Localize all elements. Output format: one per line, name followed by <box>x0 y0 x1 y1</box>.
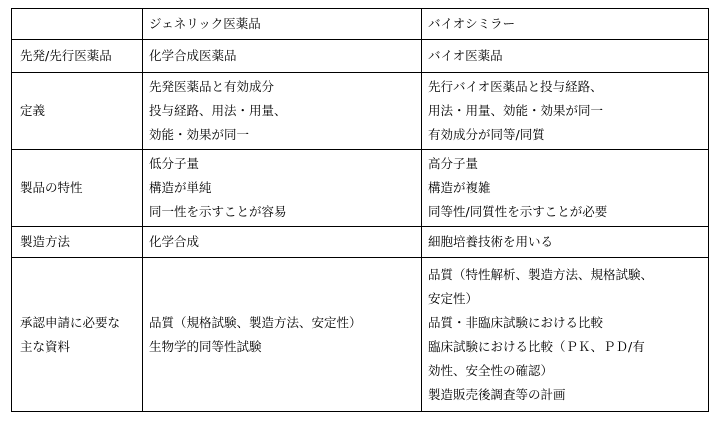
row-label-properties <box>12 150 143 227</box>
cell-line: バイオ医薬品 <box>428 48 503 63</box>
table-row <box>12 73 709 150</box>
cell-line: 化学合成医薬品 <box>149 48 237 63</box>
cell-line: 効性、安全性の確認） <box>428 362 554 378</box>
row-label-manufacturing <box>12 227 143 258</box>
cell-line: 高分子量 <box>428 156 479 171</box>
cell-line: 同一性を示すことが容易 <box>149 204 287 219</box>
cell-line: 細胞培養技術を用いる <box>428 234 554 249</box>
generic-application-materials-cell <box>143 258 422 412</box>
table-row <box>12 150 709 227</box>
table-row <box>12 258 709 412</box>
table-row <box>12 227 709 258</box>
row-label-line: 主な資料 <box>20 338 71 354</box>
biosimilar-definition-cell <box>422 73 709 150</box>
header-generic: ジェネリック医薬品 <box>143 9 422 40</box>
cell-line: 安定性） <box>428 290 479 306</box>
cell-line: 先発医薬品と有効成分 <box>149 79 275 94</box>
generic-properties-cell <box>143 150 422 227</box>
comparison-table <box>11 8 709 412</box>
cell-line: 臨床試験における比較（ＰＫ、ＰＤ/有 <box>428 338 645 354</box>
cell-line: 構造が単純 <box>149 180 212 195</box>
cell-line: 低分子量 <box>149 156 200 171</box>
cell-line: 投与経路、用法・用量、 <box>149 103 287 118</box>
row-label-line: 製品の特性 <box>20 180 83 195</box>
generic-manufacturing-cell <box>143 227 422 258</box>
cell-line: 製造販売後調査等の計画 <box>428 386 566 402</box>
row-label-line: 先発/先行医薬品 <box>20 48 112 63</box>
cell-line: 用法・用量、効能・効果が同一 <box>428 103 604 118</box>
row-label-application-materials <box>12 258 143 412</box>
cell-line: 品質・非臨床試験における比較 <box>428 314 604 330</box>
cell-line: 効能・効果が同一 <box>149 127 250 142</box>
generic-definition-cell <box>143 73 422 150</box>
table-row <box>12 40 709 73</box>
cell-line: 構造が複雑 <box>428 180 491 195</box>
biosimilar-original-drug-cell <box>422 40 709 73</box>
cell-line: 品質（規格試験、製造方法、安定性） <box>149 314 362 330</box>
row-label-original-drug <box>12 40 143 73</box>
cell-line: 同等性/同質性を示すことが必要 <box>428 204 608 219</box>
generic-original-drug-cell <box>143 40 422 73</box>
header-biosimilar: バイオシミラー <box>422 9 709 40</box>
row-label-line: 承認申請に必要な <box>20 314 121 330</box>
cell-line: 生物学的同等性試験 <box>149 338 262 354</box>
header-corner-cell <box>12 9 143 40</box>
biosimilar-manufacturing-cell <box>422 227 709 258</box>
row-label-line: 製造方法 <box>20 234 71 249</box>
row-label-line: 定義 <box>20 103 46 118</box>
cell-line: 化学合成 <box>149 234 200 249</box>
cell-line: 有効成分が同等/同質 <box>428 127 545 142</box>
cell-line: 品質（特性解析、製造方法、規格試験、 <box>428 266 654 282</box>
biosimilar-application-materials-cell <box>422 258 709 412</box>
biosimilar-properties-cell <box>422 150 709 227</box>
header-row <box>12 9 709 40</box>
cell-line: 先行バイオ医薬品と投与経路、 <box>428 79 603 94</box>
row-label-definition <box>12 73 143 150</box>
